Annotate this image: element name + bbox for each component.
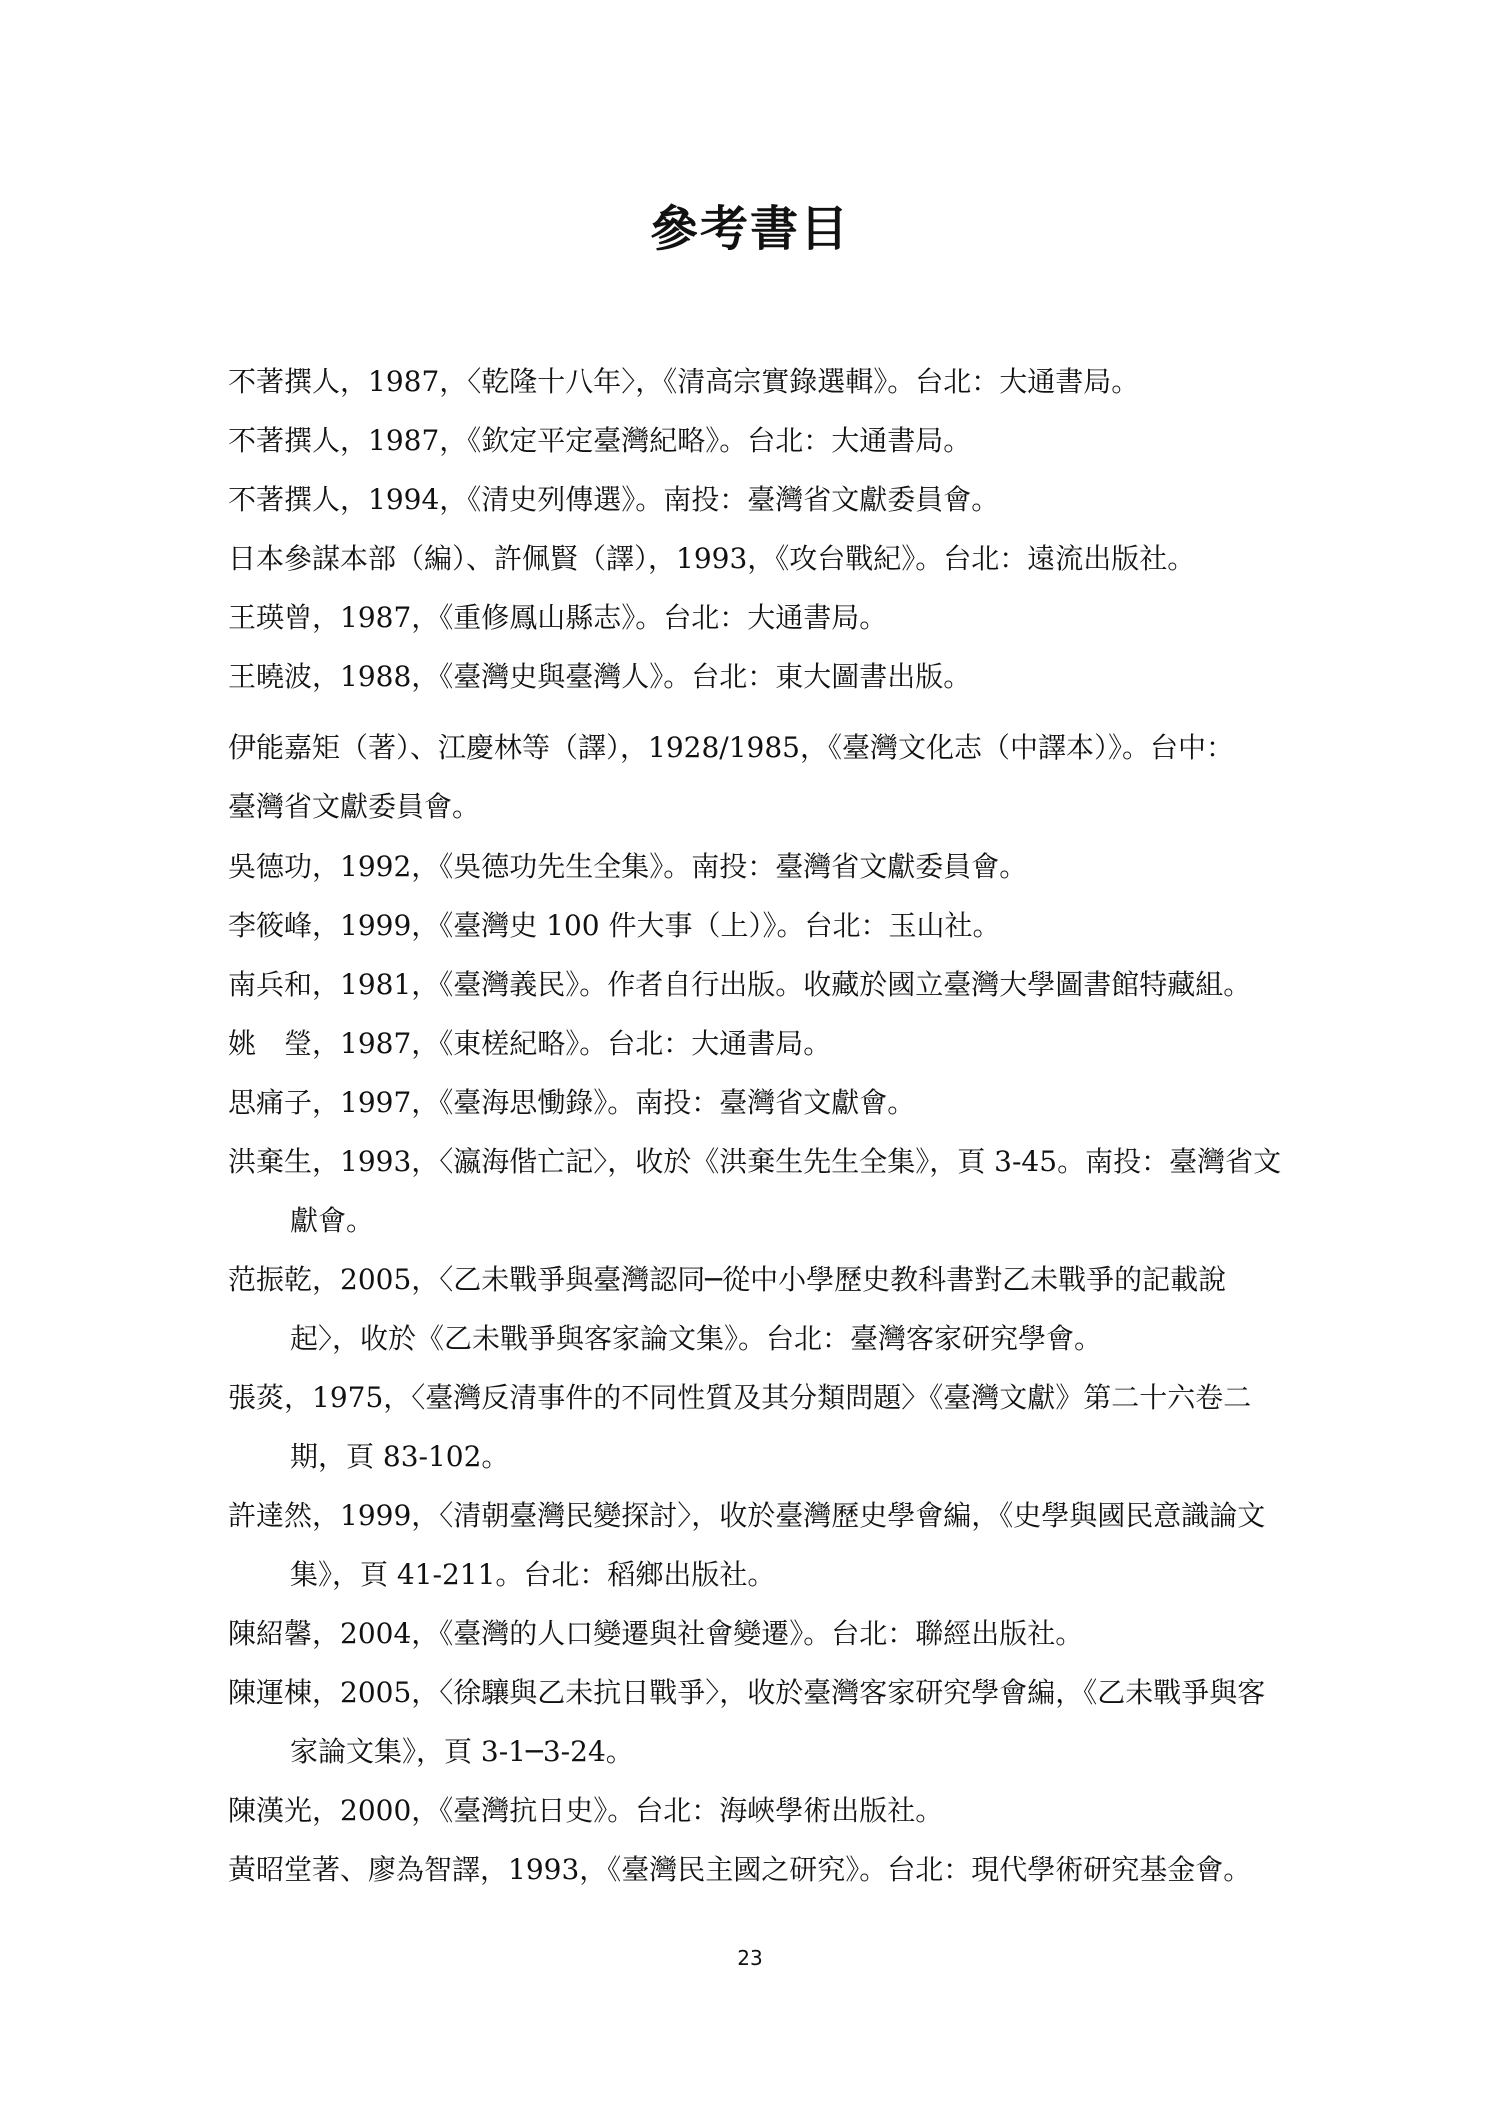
bibliography-entry: 不著撰人，1994，《清史列傳選》。南投：臺灣省文獻委員會。 <box>228 483 1000 516</box>
bibliography-entry: 伊能嘉矩（著）、江慶林等（譯），1928/1985，《臺灣文化志（中譯本）》。台中： <box>228 731 1234 764</box>
bibliography-entry: 不著撰人，1987，〈乾隆十八年〉，《清高宗實錄選輯》。台北：大通書局。 <box>228 365 1140 398</box>
page-number: 23 <box>737 1946 763 1970</box>
bibliography-entry: 思痛子，1997，《臺海思慟錄》。南投：臺灣省文獻會。 <box>228 1086 916 1119</box>
page-title: 參考書目 <box>649 201 850 257</box>
bibliography-entry: 李筱峰，1999，《臺灣史 100 件大事（上）》。台北：玉山社。 <box>228 909 1001 942</box>
bibliography-entry: 吳德功，1992，《吳德功先生全集》。南投：臺灣省文獻委員會。 <box>228 850 1028 883</box>
bibliography-entry: 王瑛曾，1987，《重修鳳山縣志》。台北：大通書局。 <box>228 601 888 634</box>
bibliography-list <box>228 352 1290 1899</box>
bibliography-entry: 王曉波，1988，《臺灣史與臺灣人》。台北：東大圖書出版。 <box>228 660 972 693</box>
bibliography-entry: 南兵和，1981，《臺灣義民》。作者自行出版。收藏於國立臺灣大學圖書館特藏組。 <box>228 968 1252 1001</box>
bibliography-entry: 不著撰人，1987，《欽定平定臺灣紀略》。台北：大通書局。 <box>228 424 972 457</box>
bibliography-entry: 張菼，1975，〈臺灣反清事件的不同性質及其分類問題〉《臺灣文獻》第二十六卷二期，頁 83-102。 <box>228 1381 1252 1473</box>
bibliography-entry: 陳運棟，2005，〈徐驤與乙未抗日戰爭〉，收於臺灣客家研究學會編，《乙未戰爭與客家論文集》，頁 3-1─3-24。 <box>228 1676 1266 1768</box>
bibliography-entry: 日本參謀本部（編）、許佩賢（譯），1993，《攻台戰紀》。台北：遠流出版社。 <box>228 542 1196 575</box>
bibliography-entry: 黃昭堂著、廖為智譯，1993，《臺灣民主國之研究》。台北：現代學術研究基金會。 <box>228 1853 1252 1886</box>
bibliography-entry: 陳漢光，2000，《臺灣抗日史》。台北：海峽學術出版社。 <box>228 1794 944 1827</box>
bibliography-entry-continuation: 臺灣省文獻委員會。 <box>228 790 481 823</box>
bibliography-entry: 陳紹馨，2004，《臺灣的人口變遷與社會變遷》。台北：聯經出版社。 <box>228 1617 1084 1650</box>
bibliography-entry: 范振乾，2005，〈乙未戰爭與臺灣認同─從中小學歷史教科書對乙未戰爭的記載說起〉，收於《乙未戰爭與客家論文集》。台北：臺灣客家研究學會。 <box>228 1263 1227 1355</box>
bibliography-entry: 姚 瑩，1987，《東槎紀略》。台北：大通書局。 <box>228 1027 832 1060</box>
bibliography-entry: 洪棄生，1993，〈瀛海偕亡記〉，收於《洪棄生先生全集》，頁 3-45。南投：臺灣省文獻會。 <box>228 1145 1282 1237</box>
bibliography-entry: 許達然，1999，〈清朝臺灣民變探討〉，收於臺灣歷史學會編，《史學與國民意識論文集》，頁 41-211。台北：稻鄉出版社。 <box>228 1499 1266 1591</box>
